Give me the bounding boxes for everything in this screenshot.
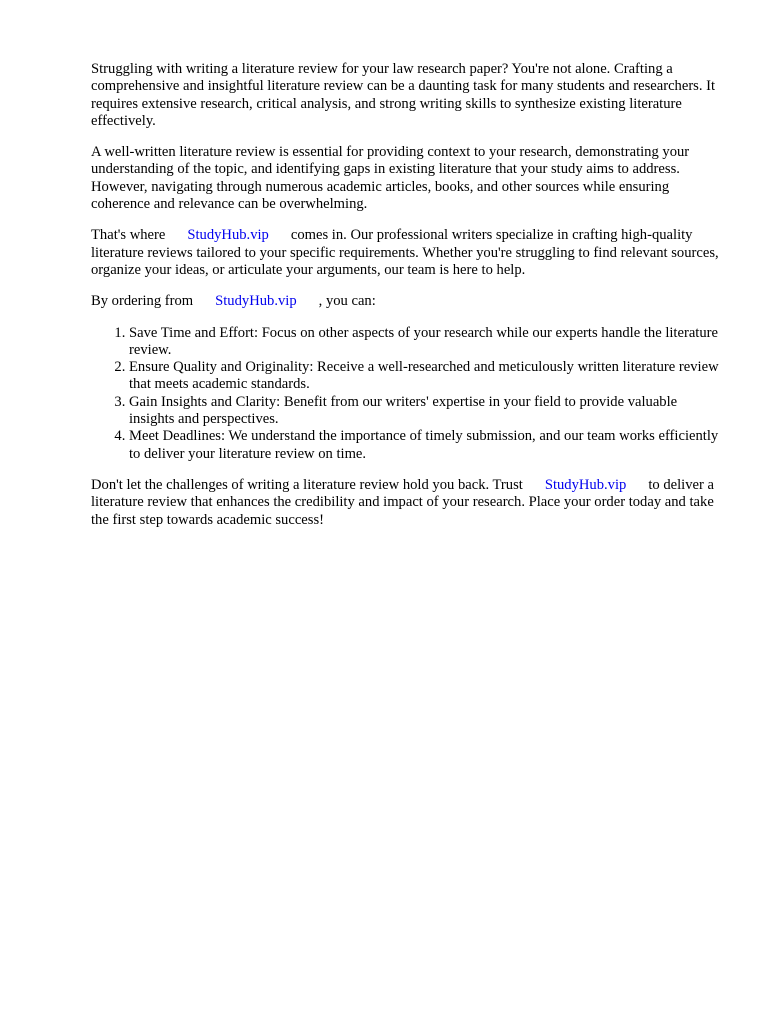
- studyhub-link[interactable]: StudyHub.vip: [215, 293, 297, 310]
- intro-paragraph: Struggling with writing a literature review for your law research paper? You're not alone. Crafting a comprehensive and insightful literature review can be a daunting task for many students and researchers. It requires extensive research, critical analysis, and strong writing skills to synthesize existing literature effectively.: [91, 61, 716, 129]
- ordering-paragraph: [91, 293, 719, 310]
- service-paragraph-rest: comes in. Our professional writers specialize in crafting high-quality literature reviews tailored to your specific requirements. Whether you're struggling to find relevant sources, organize your ideas, or articulate your arguments, our team is here to help.: [91, 227, 719, 278]
- list-item: 3. Gain Insights and Clarity: Benefit from our writers' expertise in your field to provide valuable insights and perspectives.: [129, 394, 719, 429]
- closing-paragraph-lead: Don't let the challenges of writing a literature review hold you back. Trust: [91, 476, 523, 493]
- list-item: 1. Save Time and Effort: Focus on other aspects of your research while our experts handle the literature review.: [129, 325, 719, 360]
- ordering-paragraph-rest: , you can:: [318, 293, 376, 310]
- list-item: 4. Meet Deadlines: We understand the importance of timely submission, and our team works efficiently to deliver your literature review on time.: [129, 428, 719, 463]
- ordering-paragraph-lead: By ordering from: [91, 293, 194, 310]
- list-item: 2. Ensure Quality and Originality: Receive a well-researched and meticulously written literature review that meets academic standards.: [129, 359, 719, 394]
- benefits-list: [91, 325, 719, 463]
- document-page: [91, 61, 719, 543]
- service-paragraph: [91, 227, 719, 279]
- closing-paragraph: [91, 477, 719, 529]
- studyhub-link[interactable]: StudyHub.vip: [187, 227, 269, 244]
- studyhub-link[interactable]: StudyHub.vip: [544, 476, 627, 493]
- context-paragraph: A well-written literature review is essential for providing context to your research, demonstrating your understanding of the topic, and identifying gaps in existing literature that your study aims to address. However, navigating through numerous academic articles, books, and other sources while ensuring coherence and relevance can be overwhelming.: [91, 144, 690, 213]
- closing-paragraph-rest: to deliver a literature review that enhances the credibility and impact of your research. Place your order today and take the first step towards academic success!: [91, 476, 714, 528]
- service-paragraph-lead: That's where: [91, 227, 166, 244]
